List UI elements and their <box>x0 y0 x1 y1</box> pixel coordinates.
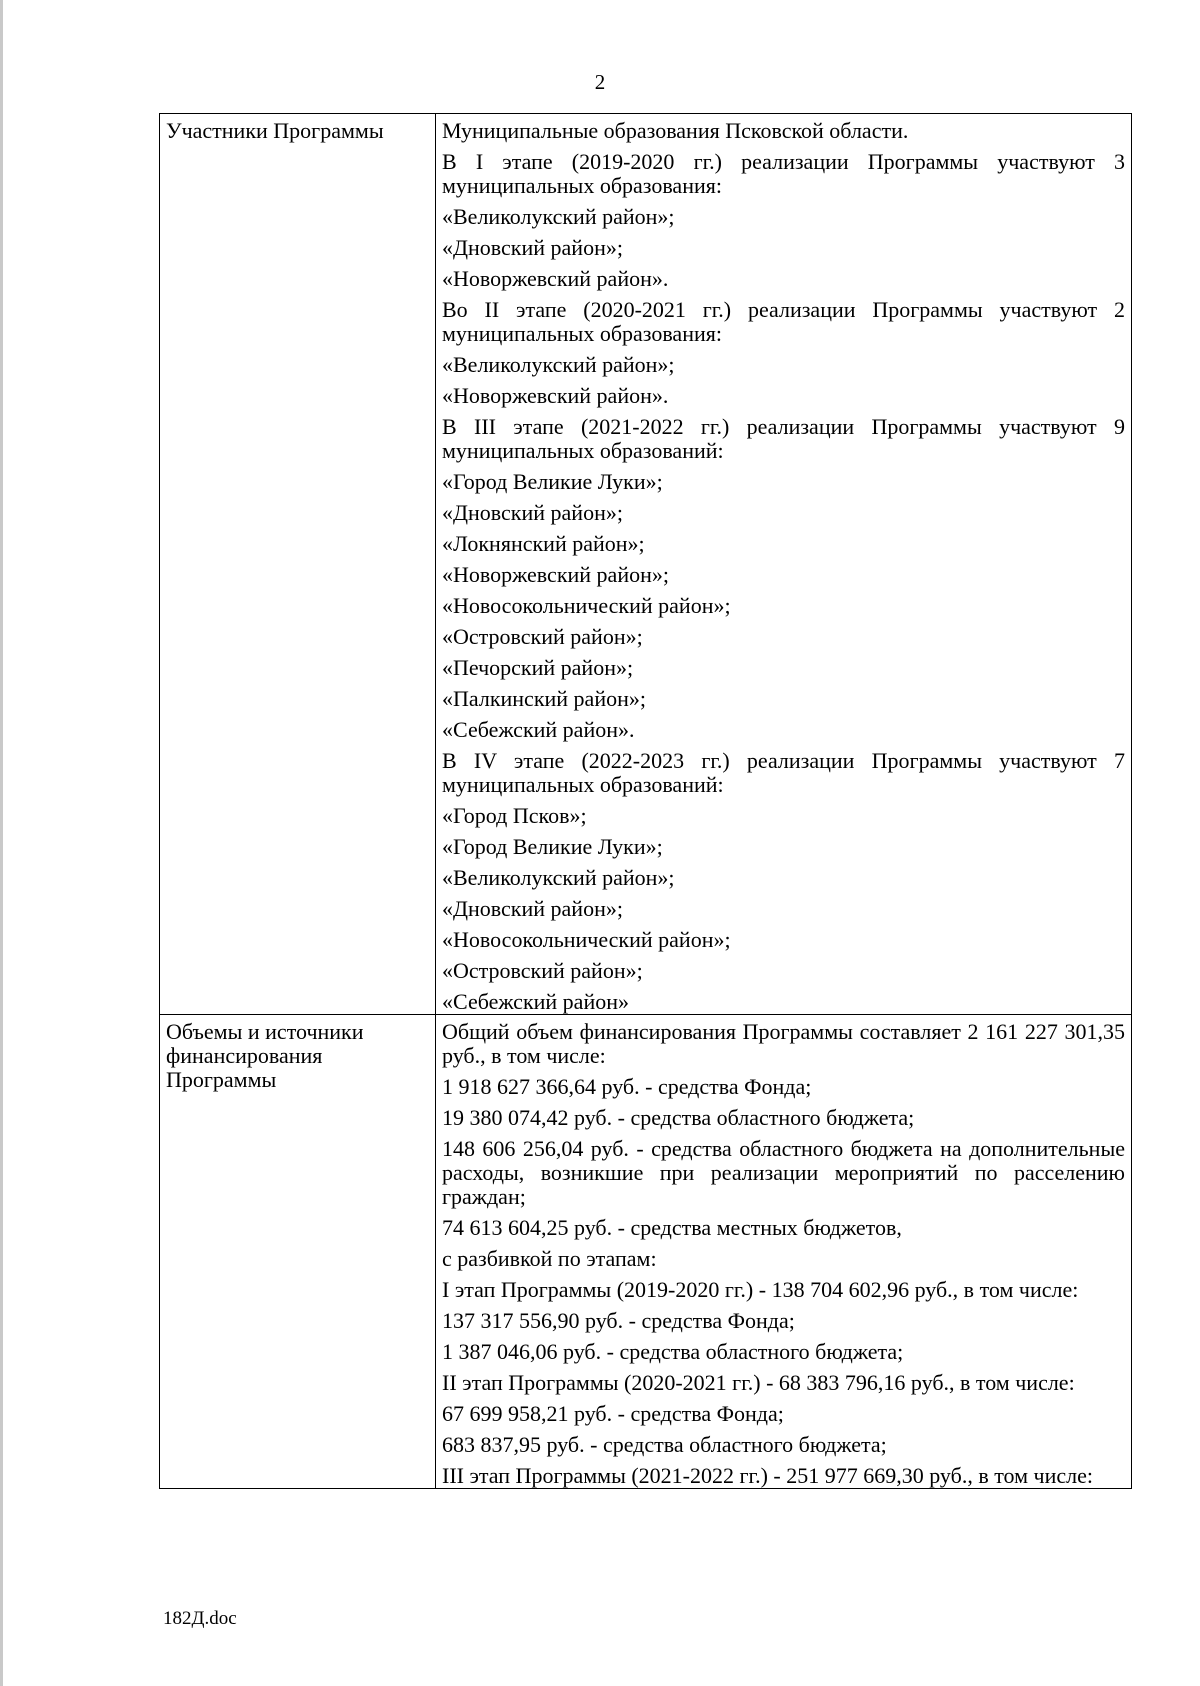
row-content-financing <box>436 1015 1132 1489</box>
row-content-participants <box>436 114 1132 1015</box>
content-paragraph: «Палкинский район»; <box>442 686 646 711</box>
program-passport-table <box>159 113 1132 1489</box>
content-paragraph: Общий объем финансирования Программы составляет 2 161 227 301,35 руб., в том числе: <box>442 1019 1125 1068</box>
content-paragraph: «Великолукский район»; <box>442 352 675 377</box>
content-paragraph: «Островский район»; <box>442 624 643 649</box>
table-row-financing <box>160 1015 1132 1489</box>
content-paragraph: «Великолукский район»; <box>442 865 675 890</box>
content-paragraph: III этап Программы (2021-2022 гг.) - 251 977 669,30 руб., в том числе: <box>442 1463 1094 1488</box>
content-paragraph: «Себежский район». <box>442 717 635 742</box>
content-paragraph: 1 918 627 366,64 руб. - средства Фонда; <box>442 1074 812 1099</box>
content-paragraph: «Великолукский район»; <box>442 204 675 229</box>
content-paragraph: «Себежский район» <box>442 989 629 1014</box>
scan-edge <box>0 0 3 1686</box>
content-paragraph: 683 837,95 руб. - средства областного бюджета; <box>442 1432 887 1457</box>
content-paragraph: «Новоржевский район». <box>442 266 669 291</box>
content-paragraph: 1 387 046,06 руб. - средства областного бюджета; <box>442 1339 904 1364</box>
content-paragraph: В IV этапе (2022-2023 гг.) реализации Программы участвуют 7 муниципальных образований: <box>442 748 1125 797</box>
content-paragraph: Муниципальные образования Псковской области. <box>442 118 909 143</box>
row-label-participants: Участники Программы <box>160 114 436 1015</box>
content-paragraph: «Островский район»; <box>442 958 643 983</box>
content-paragraph: «Печорский район»; <box>442 655 634 680</box>
content-paragraph: «Город Великие Луки»; <box>442 469 663 494</box>
table-row-participants <box>160 114 1132 1015</box>
content-paragraph: 148 606 256,04 руб. - средства областного бюджета на дополнительные расходы, возникшие при реализации мероприятий по расселению граждан; <box>442 1136 1125 1209</box>
content-paragraph: «Новоржевский район». <box>442 383 669 408</box>
content-paragraph: «Новоржевский район»; <box>442 562 669 587</box>
content-paragraph: В I этапе (2019-2020 гг.) реализации Программы участвуют 3 муниципальных образования: <box>442 149 1125 198</box>
content-paragraph: «Дновский район»; <box>442 500 623 525</box>
content-paragraph: «Новосокольнический район»; <box>442 593 731 618</box>
financing-paragraphs <box>442 1020 1125 1488</box>
content-paragraph: 67 699 958,21 руб. - средства Фонда; <box>442 1401 784 1426</box>
file-name-footer: 182Д.doc <box>163 1608 237 1629</box>
content-paragraph: «Дновский район»; <box>442 235 623 260</box>
content-paragraph: «Локнянский район»; <box>442 531 645 556</box>
content-paragraph: 137 317 556,90 руб. - средства Фонда; <box>442 1308 795 1333</box>
content-paragraph: «Новосокольнический район»; <box>442 927 731 952</box>
row-label-financing: Объемы и источники финансирования Программы <box>160 1015 436 1489</box>
content-paragraph: «Дновский район»; <box>442 896 623 921</box>
content-paragraph: В III этапе (2021-2022 гг.) реализации Программы участвуют 9 муниципальных образований: <box>442 414 1125 463</box>
content-paragraph: с разбивкой по этапам: <box>442 1246 657 1271</box>
content-paragraph: «Город Великие Луки»; <box>442 834 663 859</box>
content-paragraph: Во II этапе (2020-2021 гг.) реализации Программы участвуют 2 муниципальных образования: <box>442 297 1125 346</box>
page-number: 2 <box>594 70 606 94</box>
content-paragraph: II этап Программы (2020-2021 гг.) - 68 383 796,16 руб., в том числе: <box>442 1370 1075 1395</box>
participants-paragraphs <box>442 119 1125 1014</box>
content-paragraph: «Город Псков»; <box>442 803 587 828</box>
content-paragraph: 74 613 604,25 руб. - средства местных бюджетов, <box>442 1215 902 1240</box>
content-paragraph: I этап Программы (2019-2020 гг.) - 138 704 602,96 руб., в том числе: <box>442 1277 1079 1302</box>
content-paragraph: 19 380 074,42 руб. - средства областного бюджета; <box>442 1105 915 1130</box>
